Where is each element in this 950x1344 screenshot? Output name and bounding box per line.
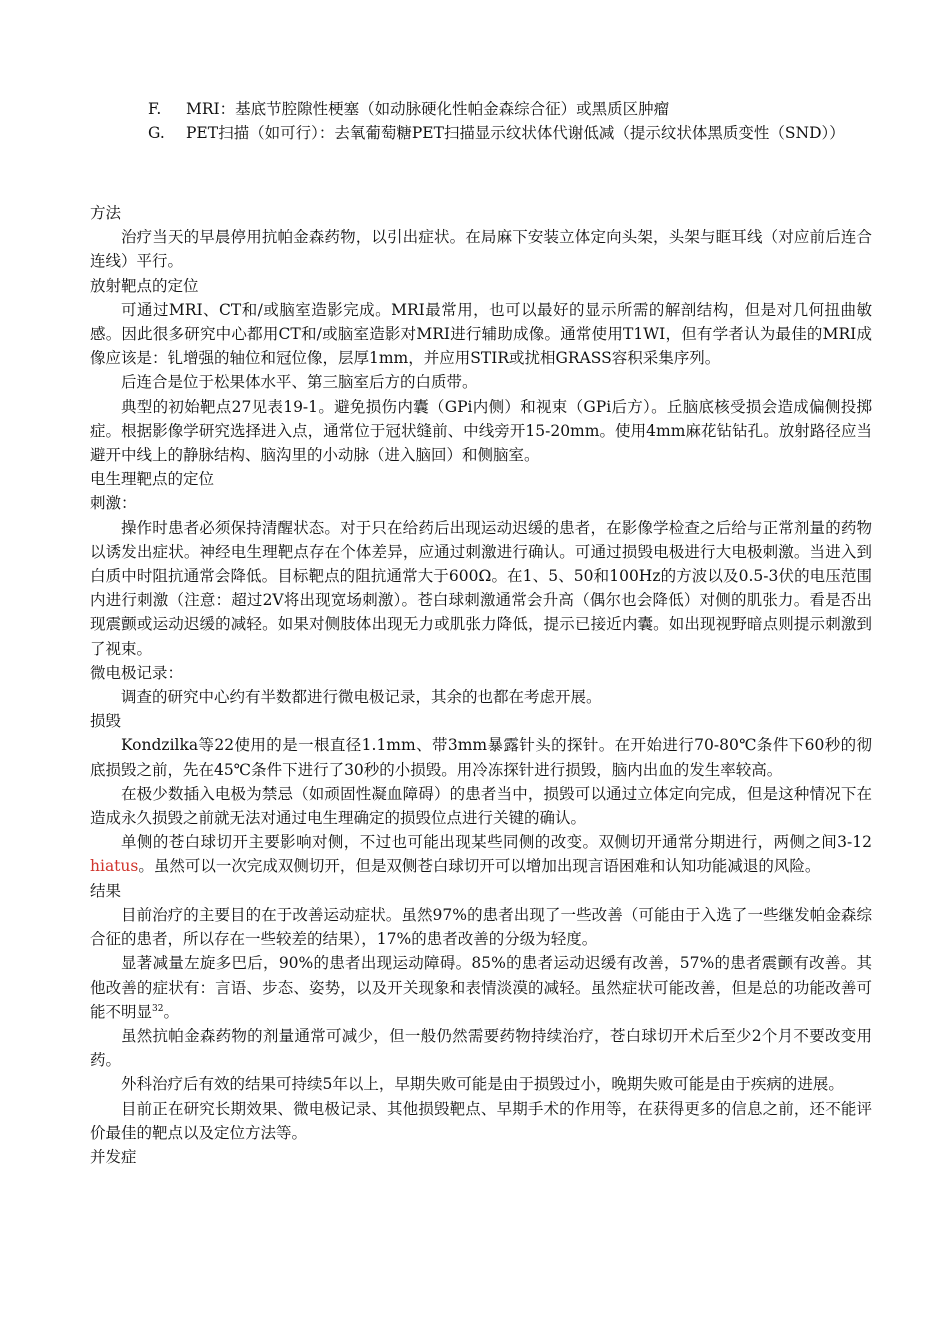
- paragraph-lesion-3: [90, 830, 872, 878]
- paragraph-lesion-2: 在极少数插入电极为禁忌（如顽固性凝血障碍）的患者当中，损毁可以通过立体定向完成，但是这种情况下在造成永久损毁之前就无法对通过电生理确定的损毁位点进行关键的确认。: [90, 784, 872, 828]
- list-item-g: [148, 121, 883, 145]
- citation-superscript: 32: [152, 1003, 164, 1014]
- heading-complications: 并发症: [90, 1147, 137, 1166]
- list-text: PET扫描（如可行）：去氧葡萄糖PET扫描显示纹状体代谢低减（提示纹状体黑质变性（SND））: [186, 124, 845, 143]
- heading-microelectrode: 微电极记录：: [90, 663, 184, 682]
- heading-electrophysiologic-targeting: 电生理靶点的定位: [90, 470, 215, 489]
- paragraph-radiographic-3: 典型的初始靶点27见表19-1。避免损伤内囊（GPi内侧）和视束（GPi后方）。丘脑底核受损会造成偏侧投掷症。根据影像学研究选择进入点，通常位于冠状缝前、中线旁开15-20mm。使用4mm麻花钻钻孔。放射路径应当避开中线上的静脉结构、脑沟里的小动脉（进入脑回）和侧脑室。: [90, 397, 872, 465]
- paragraph-lesion-3-text-b: 。虽然可以一次完成双侧切开，但是双侧苍白球切开可以增加出现言语困难和认知功能减退的风险。: [138, 857, 821, 876]
- heading-stimulation: 刺激：: [90, 494, 137, 513]
- paragraph-radiographic-1: 可通过MRI、CT和/或脑室造影完成。MRI最常用，也可以最好的显示所需的解剖结构，但是对几何扭曲敏感。因此很多研究中心都用CT和/或脑室造影对MRI进行辅助成像。通常使用T1WI，但有学者认为最佳的MRI成像应该是：钆增强的轴位和冠位像，层厚1mm，并应用STIR或扰相GRASS容积采集序列。: [90, 300, 872, 368]
- document-body: [90, 201, 872, 1169]
- paragraph-method: 治疗当天的早晨停用抗帕金森药物，以引出症状。在局麻下安装立体定向头架，头架与眶耳线（对应前后连合连线）平行。: [90, 228, 872, 271]
- paragraph-results-4: 外科治疗后有效的结果可持续5年以上，早期失败可能是由于损毁过小，晚期失败可能是由于疾病的进展。: [121, 1075, 844, 1094]
- list-text: MRI：基底节腔隙性梗塞（如动脉硬化性帕金森综合征）或黑质区肿瘤: [186, 100, 670, 118]
- paragraph-radiographic-2: 后连合是位于松果体水平、第三脑室后方的白质带。: [121, 373, 478, 392]
- paragraph-results-1: 目前治疗的主要目的在于改善运动症状。虽然97%的患者出现了一些改善（可能由于入选了一些继发帕金森综合征的患者，所以存在一些较差的结果），17%的患者改善的分级为轻度。: [90, 905, 872, 949]
- paragraph-results-2-text-b: 。: [163, 1002, 179, 1021]
- paragraph-results-2: [90, 951, 872, 1024]
- paragraph-microelectrode: 调查的研究中心约有半数都进行微电极记录，其余的也都在考虑开展。: [121, 688, 602, 707]
- paragraph-lesion-1: Kondzilka等22使用的是一根直径1.1mm、带3mm暴露针头的探针。在开始进行70-80℃条件下60秒的彻底损毁之前，先在45℃条件下进行了30秒的小损毁。用冷冻探针进行损毁，脑内出血的发生率较高。: [90, 736, 872, 779]
- list-marker: G.: [148, 124, 165, 143]
- heading-method: 方法: [90, 204, 122, 222]
- heading-radiographic-targeting: 放射靶点的定位: [90, 276, 199, 295]
- paragraph-results-3: 虽然抗帕金森药物的剂量通常可减少，但一般仍然需要药物持续治疗，苍白球切开术后至少2个月不要改变用药。: [90, 1026, 872, 1070]
- list-marker: F.: [148, 100, 162, 118]
- diagnostic-list: [148, 97, 883, 145]
- hiatus-highlight: hiatus: [90, 857, 139, 876]
- heading-results: 结果: [90, 881, 122, 900]
- heading-lesion: 损毁: [90, 712, 122, 731]
- list-item-f: [148, 97, 883, 121]
- paragraph-results-5: 目前正在研究长期效果、微电极记录、其他损毁靶点、早期手术的作用等，在获得更多的信息之前，还不能评价最佳的靶点以及定位方法等。: [90, 1099, 872, 1142]
- paragraph-lesion-3-text-a: 单侧的苍白球切开主要影响对侧，不过也可能出现某些同侧的改变。双侧切开通常分期进行，两侧之间3-12: [121, 833, 872, 852]
- paragraph-stimulation: 操作时患者必须保持清醒状态。对于只在给药后出现运动迟缓的患者，在影像学检查之后给与正常剂量的药物以诱发出症状。神经电生理靶点存在个体差异，应通过刺激进行确认。可通过损毁电极进行大电极刺激。当进入到白质中时阻抗通常会降低。目标靶点的阻抗通常大于600Ω。在1、5、50和100Hz的方波以及0.5-3伏的电压范围内进行刺激（注意：超过2V将出现宽场刺激）。苍白球刺激通常会升高（偶尔也会降低）对侧的肌张力。看是否出现震颤或运动迟缓的减轻。如果对侧肢体出现无力或肌张力降低，提示已接近内囊。如出现视野暗点则提示刺激到了视束。: [90, 518, 872, 658]
- paragraph-results-2-text-a: 显著减量左旋多巴后，90%的患者出现运动障碍。85%的患者运动迟缓有改善，57%的患者震颤有改善。其他改善的症状有：言语、步态、姿势，以及开关现象和表情淡漠的减轻。虽然症状可能改善，但是总的功能改善可能不明显: [90, 954, 872, 1021]
